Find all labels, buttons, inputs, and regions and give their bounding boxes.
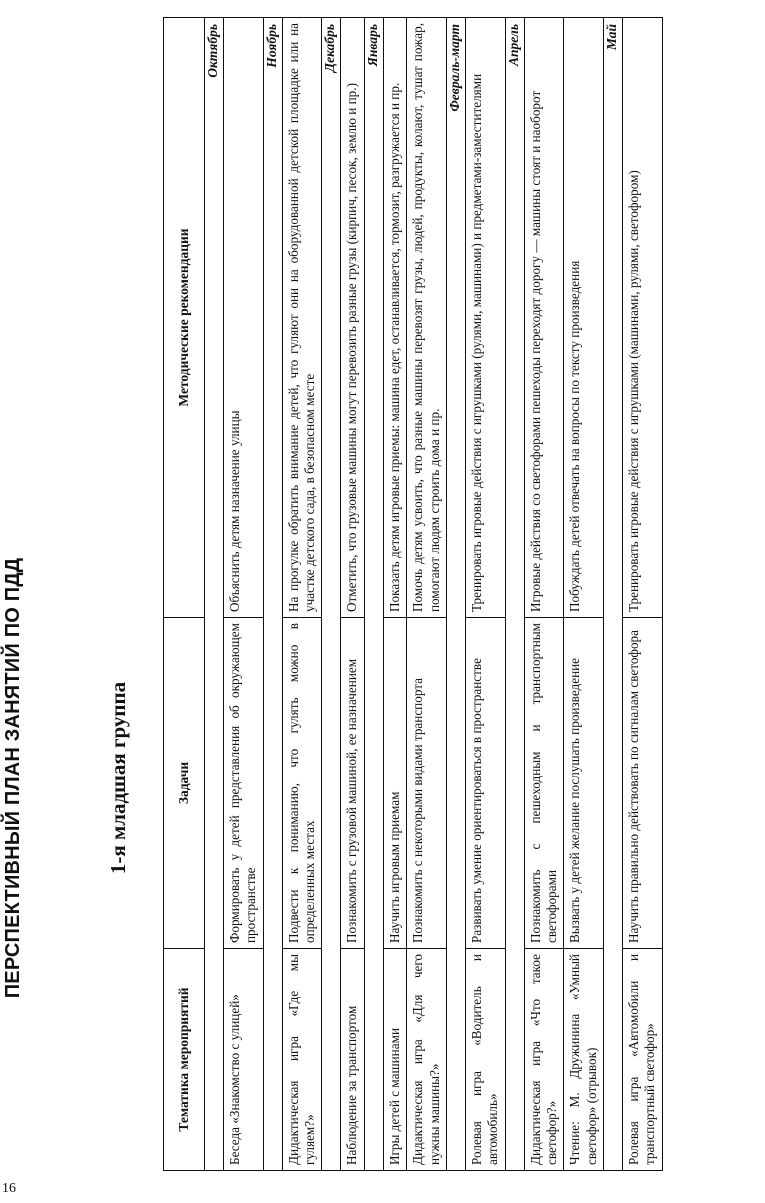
month-row [505, 18, 524, 1171]
cell-recommendation: Помочь детям усвоить, что разные машины перевозят грузы, людей, продукты, колают, тушат пожар, помогают людям строить дома и пр. [407, 18, 447, 618]
month-row [263, 18, 282, 1171]
cell-task: Научить игровым приемам [383, 618, 406, 949]
cell-recommendation: Побуждать детей отвечать на вопросы по тексту произведения [564, 18, 604, 618]
cell-task: Познакомить с грузовой машиной, ее назначением [341, 618, 364, 949]
cell-recommendation: Объяснить детям назначение улицы [224, 18, 264, 618]
cell-recommendation: На прогулке обратить внимание детей, что гуляют они на оборудованной детской площадке или на участке детского сада, в безопасном месте [282, 18, 322, 618]
page-title: ПЕРСПЕКТИВНЫЙ ПЛАН ЗАНЯТИЙ ПО ПДД [2, 557, 24, 999]
cell-recommendation: Отметить, что грузовые машины могут перевозить разные грузы (кирпич, песок, землю и пр.) [341, 18, 364, 618]
cell-topic: Ролевая игра «Водитель и автомобиль» [465, 949, 505, 1171]
cell-task: Познакомить с некоторыми видами транспорта [407, 618, 447, 949]
table-header-row [164, 18, 205, 1171]
header-recommendations: Методические рекомендации [164, 18, 205, 618]
cell-task: Подвести к пониманию, что гулять можно в определенных местах [282, 618, 322, 949]
cell-task: Формировать у детей представления об окружающем пространстве [224, 618, 264, 949]
cell-recommendation: Показать детям игровые приемы: машина едет, останавливается, тормозит, разгружается и пр. [383, 18, 406, 618]
month-label: Январь [364, 18, 383, 1171]
month-label: Октябрь [205, 18, 224, 1171]
month-row [446, 18, 465, 1171]
table-row [623, 18, 663, 1171]
table-row [282, 18, 322, 1171]
table-row [524, 18, 564, 1171]
cell-task: Развивать умение ориентироваться в пространстве [465, 618, 505, 949]
table-row [465, 18, 505, 1171]
month-label: Апрель [505, 18, 524, 1171]
table-row [383, 18, 406, 1171]
plan-table [163, 17, 663, 1171]
month-row [604, 18, 623, 1171]
cell-recommendation: Тренировать игровые действия с игрушками (машинами, рулями, светофором) [623, 18, 663, 618]
month-label: Декабрь [322, 18, 341, 1171]
cell-task: Научить правильно действовать по сигналам светофора [623, 618, 663, 949]
table-row [407, 18, 447, 1171]
cell-task: Познакомить с пешеходным и транспортным светофорами [524, 618, 564, 949]
month-row [364, 18, 383, 1171]
cell-topic: Дидактическая игра «Для чего нужны машины?» [407, 949, 447, 1171]
cell-topic: Ролевая игра «Автомобили и транспортный светофор» [623, 949, 663, 1171]
cell-topic: Дидактическая игра «Где мы гуляем?» [282, 949, 322, 1171]
table-row [341, 18, 364, 1171]
table-row [224, 18, 264, 1171]
month-label: Ноябрь [263, 18, 282, 1171]
cell-topic: Дидактическая игра «Что такое светофор?» [524, 949, 564, 1171]
page-number: 16 [2, 1181, 16, 1196]
cell-topic: Игры детей с машинами [383, 949, 406, 1171]
month-row [322, 18, 341, 1171]
cell-task: Вызвать у детей желание послушать произведение [564, 618, 604, 949]
table-row [564, 18, 604, 1171]
month-label: Февраль-март [446, 18, 465, 1171]
cell-topic: Чтение: М. Дружинина «Умный светофор» (отрывок) [564, 949, 604, 1171]
header-tasks: Задачи [164, 618, 205, 949]
cell-topic: Беседа «Знакомство с улицей» [224, 949, 264, 1171]
month-label: Май [604, 18, 623, 1171]
group-title: 1-я младшая группа [106, 681, 130, 875]
cell-recommendation: Тренировать игровые действия с игрушками (рулями, машинами) и предметами-заместителями [465, 18, 505, 618]
header-topic: Тематика мероприятий [164, 949, 205, 1171]
month-row [205, 18, 224, 1171]
cell-topic: Наблюдение за транспортом [341, 949, 364, 1171]
cell-recommendation: Игровые действия со светофорами пешеходы переходят дорогу — машины стоят и наоборот [524, 18, 564, 618]
